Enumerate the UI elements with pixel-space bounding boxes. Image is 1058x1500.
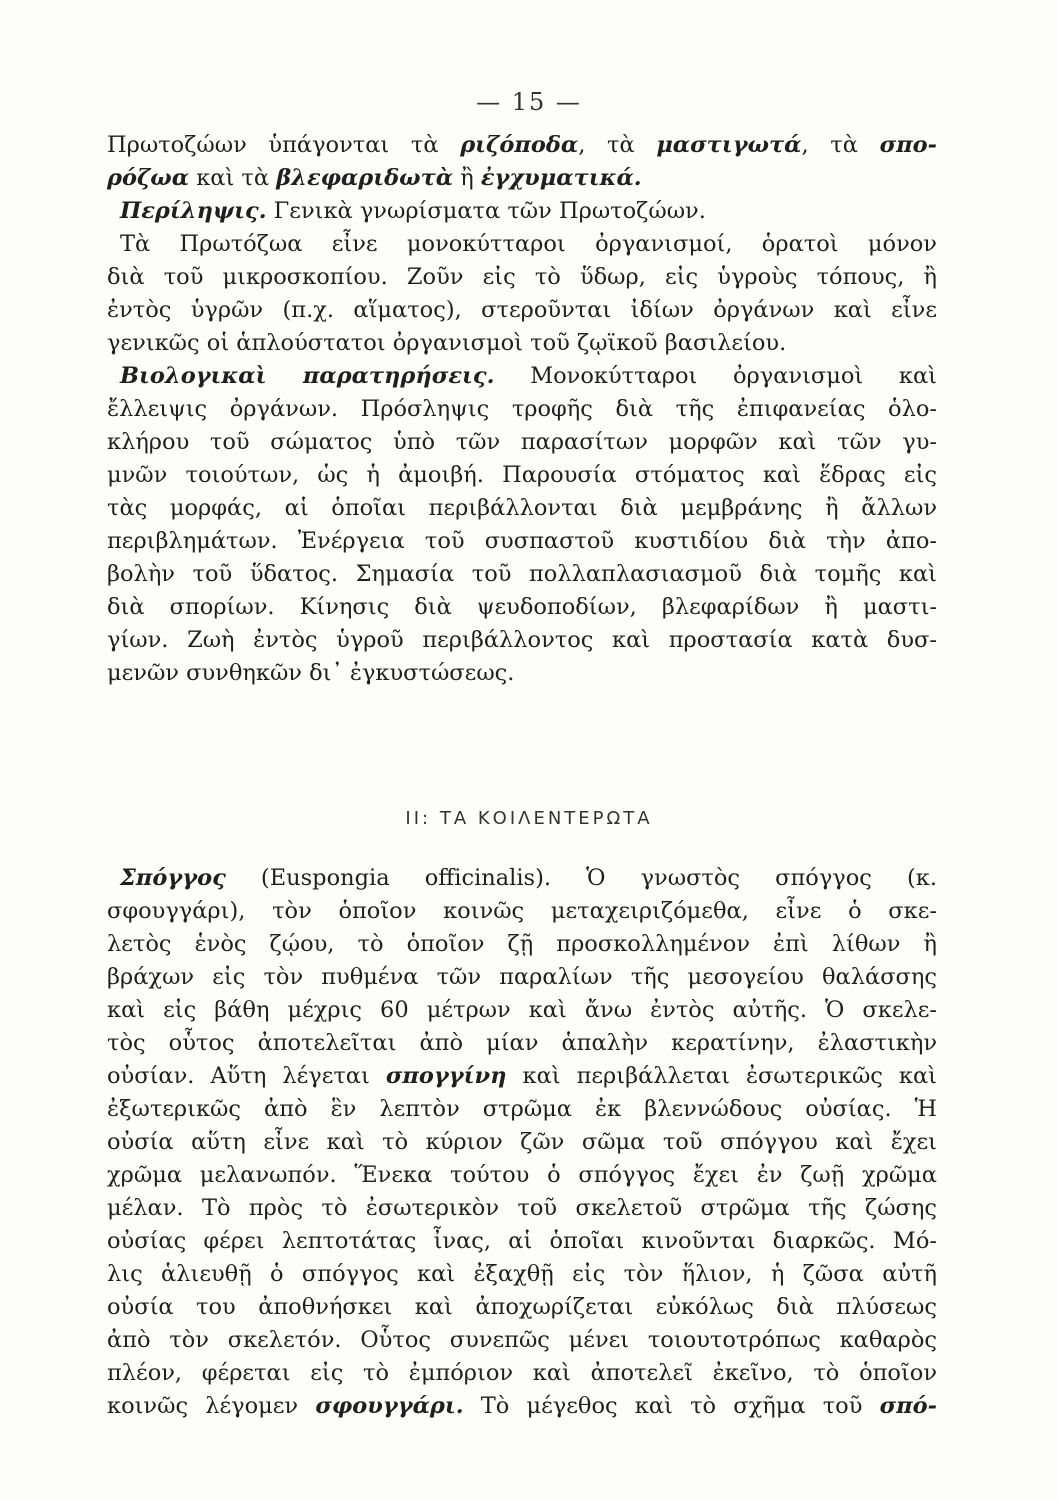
text-run: κοινῶς λέγομεν [107, 1393, 316, 1419]
text-line: περιβλημάτων. Ἐνέργεια τοῦ συσπαστοῦ κυστιδίου διὰ τὴν ἀπο- [107, 528, 937, 554]
text-line: βράχων εἰς τὸν πυθμένα τῶν παραλίων τῆς μεσογείου θαλάσσης [107, 964, 937, 990]
text-line: λις ἁλιευθῇ ὁ σπόγγος καὶ ἐξαχθῇ εἰς τὸν ἥλιον, ἡ ζῶσα αὐτῆ [107, 1261, 937, 1287]
text-line [120, 863, 937, 893]
text-line: τὰς μορφάς, αἱ ὁποῖαι περιβάλλονται διὰ μεμβράνης ἢ ἄλλων [107, 495, 937, 521]
text-run: Γενικὰ γνωρίσματα τῶν Πρωτοζώων. [266, 198, 706, 224]
text-line: οὐσία αὕτη εἶνε καὶ τὸ κύριον ζῶν σῶμα τοῦ σπόγγου καὶ ἔχει [107, 1129, 937, 1155]
text-line: πλέον, φέρεται εἰς τὸ ἐμπόριον καὶ ἀποτελεῖ ἐκεῖνο, τὸ ὁποῖον [107, 1360, 937, 1386]
text-run: , τὰ [801, 132, 880, 158]
summary-heading-line [120, 196, 937, 226]
text-line [107, 130, 937, 160]
emphasis-term: ριζόποδα [460, 132, 579, 158]
summary-heading: Περίληψις. [120, 198, 267, 224]
text-line: τὸς οὗτος ἀποτελεῖται ἀπὸ μίαν ἁπαλὴν κερατίνην, ἐλαστικὴν [107, 1030, 937, 1056]
emphasis-term: σπογγίνη [385, 1063, 507, 1089]
text-line: ἀπὸ τὸν σκελετόν. Οὗτος συνεπῶς μένει τοιουτοτρόπως καθαρὸς [107, 1327, 937, 1353]
biology-heading-line [120, 361, 937, 391]
emphasis-term: ἐγχυματικά. [480, 165, 642, 191]
page-number: — 15 — [476, 88, 582, 116]
text-line: κλήρου τοῦ σώματος ὑπὸ τῶν παρασίτων μορφῶν καὶ τῶν γυ- [107, 429, 937, 455]
text-line: διὰ σπορίων. Κίνησις διὰ ψευδοποδίων, βλεφαρίδων ἢ μαστι- [107, 594, 937, 620]
emphasis-term: ρόζωα [107, 165, 190, 191]
text-line [107, 1061, 937, 1091]
text-line [107, 1391, 937, 1421]
section-heading: II: ΤΑ ΚΟΙΛΕΝΤΕΡΩΤΑ [405, 808, 653, 829]
text-run: (Euspongia officinalis). Ὁ γνωστὸς σπόγγος (κ. [225, 865, 937, 891]
text-run: ἢ [453, 165, 481, 191]
text-run: , τὰ [578, 132, 657, 158]
text-run: Μονοκύτταροι ὀργανισμοὶ καὶ [494, 363, 937, 389]
text-line: μενῶν συνθηκῶν δι᾽ ἐγκυστώσεως. [107, 660, 515, 686]
text-line: ἔλλειψις ὀργάνων. Πρόσληψις τροφῆς διὰ τῆς ἐπιφανείας ὁλο- [107, 396, 937, 422]
text-line: χρῶμα μελανωπόν. Ἕνεκα τούτου ὁ σπόγγος ἔχει ἐν ζωῇ χρῶμα [107, 1162, 937, 1188]
text-run: καὶ τὰ [189, 165, 277, 191]
text-line: σφουγγάρι), τὸν ὁποῖον κοινῶς μεταχειριζόμεθα, εἶνε ὁ σκε- [107, 898, 937, 924]
emphasis-term: σπο- [879, 132, 937, 158]
text-run: Τὸ μέγεθος καὶ τὸ σχῆμα τοῦ [463, 1393, 880, 1419]
biology-heading: Βιολογικαὶ παρατηρήσεις. [120, 363, 495, 389]
emphasis-term: μαστιγωτά [656, 132, 802, 158]
text-line: μέλαν. Τὸ πρὸς τὸ ἐσωτερικὸν τοῦ σκελετοῦ στρῶμα τῆς ζώσης [107, 1195, 937, 1221]
text-line: γίων. Ζωὴ ἐντὸς ὑγροῦ περιβάλλοντος καὶ προστασία κατὰ δυσ- [107, 627, 937, 653]
text-run: οὐσίαν. Αὕτη λέγεται [107, 1063, 386, 1089]
emphasis-term: σφουγγάρι. [315, 1393, 464, 1419]
text-line [107, 163, 937, 193]
text-line: βολὴν τοῦ ὕδατος. Σημασία τοῦ πολλαπλασιασμοῦ διὰ τομῆς καὶ [107, 561, 937, 587]
text-line: ἐντὸς ὑγρῶν (π.χ. αἵματος), στεροῦνται ἰδίων ὀργάνων καὶ εἶνε [107, 297, 937, 323]
emphasis-term: σπό- [879, 1393, 937, 1419]
text-line: οὐσία του ἀποθνήσκει καὶ ἀποχωρίζεται εὐκόλως διὰ πλύσεως [107, 1294, 937, 1320]
text-line: καὶ εἰς βάθη μέχρις 60 μέτρων καὶ ἄνω ἐντὸς αὐτῆς. Ὁ σκελε- [107, 997, 937, 1023]
text-run: Πρωτοζώων ὑπάγονται τὰ [107, 132, 461, 158]
text-line: Τὰ Πρωτόζωα εἶνε μονοκύτταροι ὀργανισμοί, ὁρατοὶ μόνον [120, 231, 937, 257]
text-line: λετὸς ἑνὸς ζῴου, τὸ ὁποῖον ζῇ προσκολλημένον ἐπὶ λίθων ἢ [107, 931, 937, 957]
sponge-heading: Σπόγγος [120, 865, 226, 891]
emphasis-term: βλεφαριδωτὰ [276, 165, 454, 191]
text-line: οὐσίας φέρει λεπτοτάτας ἶνας, αἱ ὁποῖαι κινοῦνται διαρκῶς. Μό- [107, 1228, 937, 1254]
text-line: μνῶν τοιούτων, ὡς ἡ ἀμοιβή. Παρουσία στόματος καὶ ἕδρας εἰς [107, 462, 937, 488]
text-run: καὶ περιβάλλεται ἐσωτερικῶς καὶ [506, 1063, 938, 1089]
text-line: διὰ τοῦ μικροσκοπίου. Ζοῦν εἰς τὸ ὕδωρ, εἰς ὑγροὺς τόπους, ἢ [107, 264, 937, 290]
text-line: ἐξωτερικῶς ἀπὸ ἓν λεπτὸν στρῶμα ἐκ βλεννώδους οὐσίας. Ἡ [107, 1096, 937, 1122]
text-line: γενικῶς οἱ ἁπλούστατοι ὀργανισμοὶ τοῦ ζῳϊκοῦ βασιλείου. [107, 330, 787, 356]
